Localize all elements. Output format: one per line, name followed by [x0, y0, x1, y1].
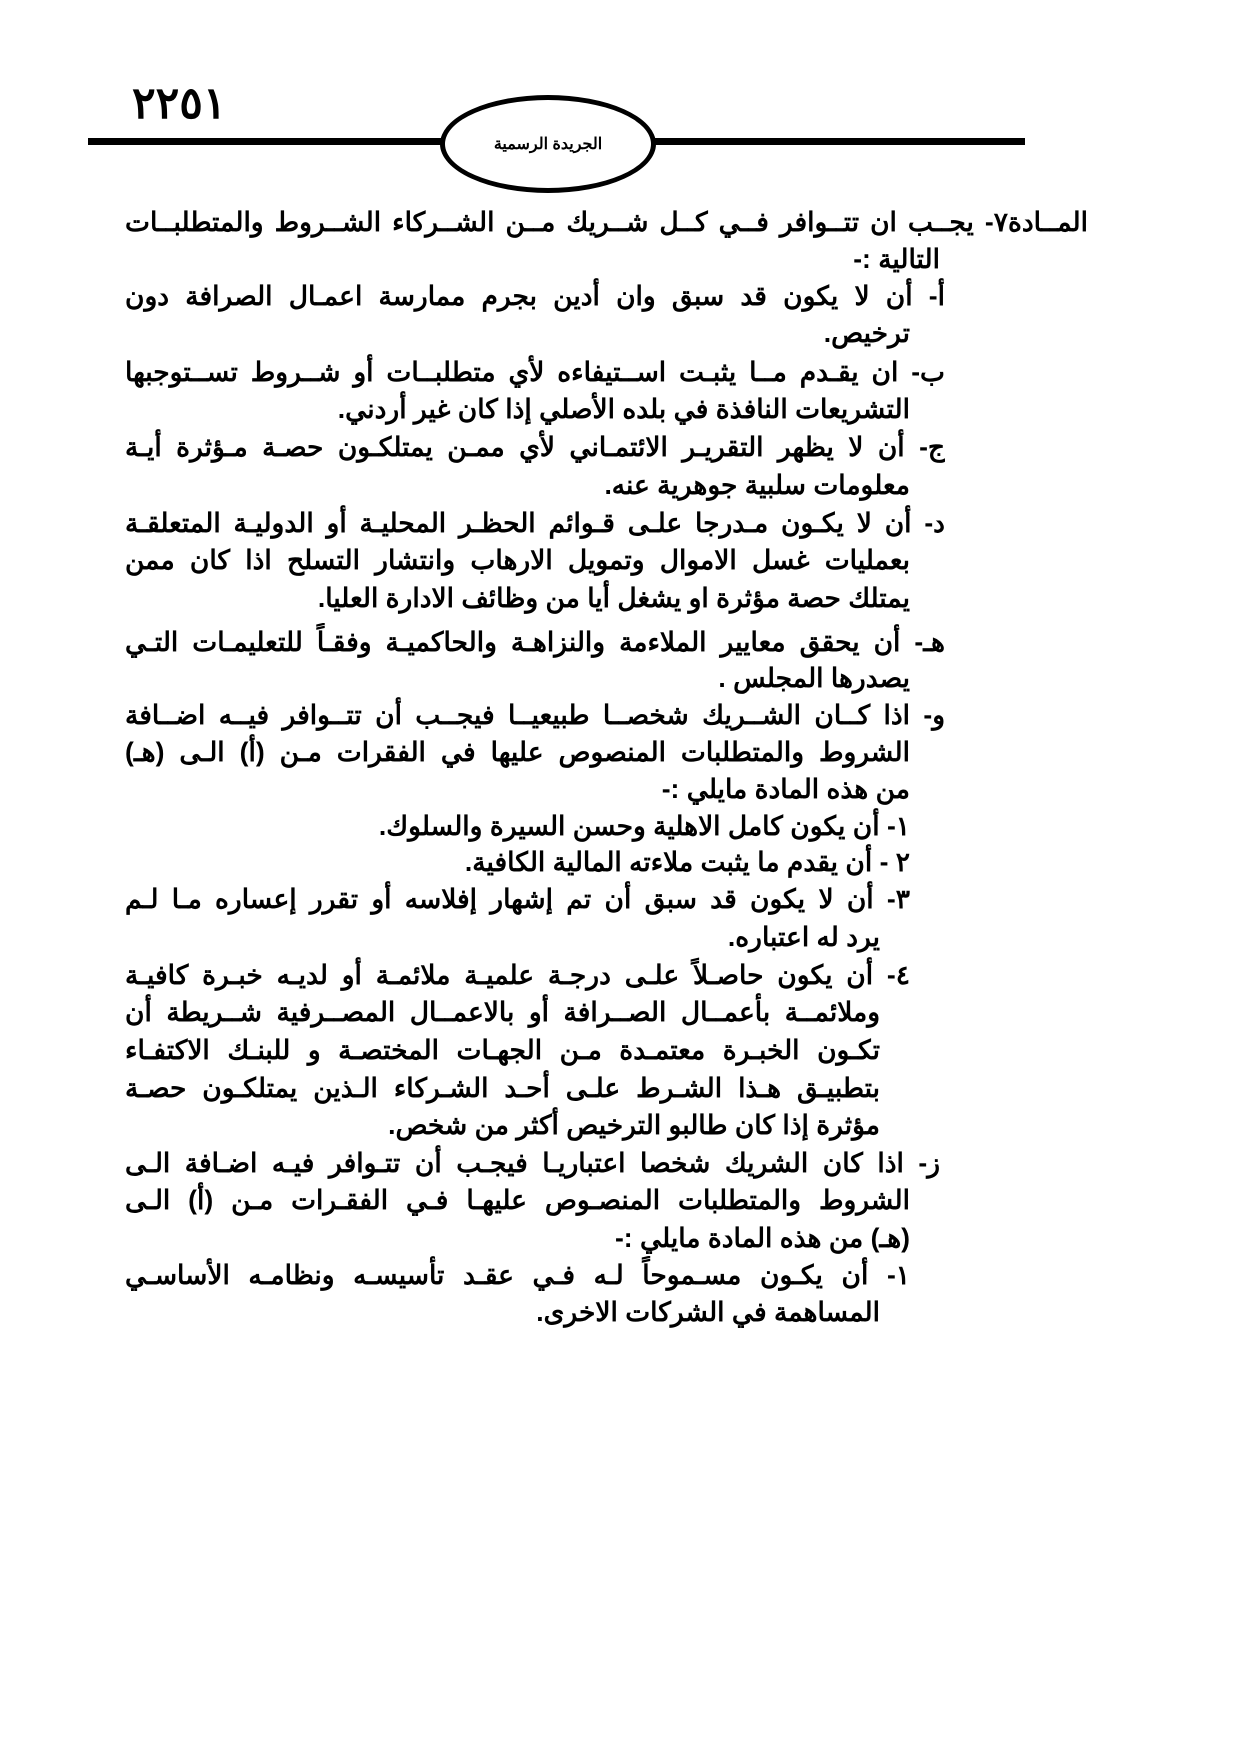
article-heading-line: المــادة٧- يجــب ان تتــوافر فــي كــل شــريك مــن الشــركاء الشــروط والمتطلبــات	[125, 207, 1088, 237]
text-line: الشروط والمتطلبات المنصوص عليها في الفقرات مـن (أ) الـى (هـ)	[125, 737, 910, 767]
text-line: بعمليات غسل الاموال وتمويل الارهاب وانتشار التسلح اذا كان ممن	[125, 545, 910, 575]
subclause-g1: ١- أن يكـون مسـموحاً لـه فـي عقـد تأسيسـه ونظامـه الأساسـي	[125, 1260, 910, 1290]
subclause-f4: ٤- أن يكون حاصـلاً علـى درجـة علميـة ملائمـة أو لديـه خبـرة كافيـة	[125, 960, 910, 990]
clause-b: ب- ان يقـدم مــا يثبـت اســتيفاءه لأي متطلبــات أو شــروط تســتوجبها	[125, 357, 945, 387]
subclause-f3: ٣- أن لا يكون قد سبق أن تم إشهار إفلاسه أو تقرر إعساره مـا لـم	[125, 884, 910, 914]
clause-d: د- أن لا يكـون مـدرجا علـى قـوائم الحظـر المحليـة أو الدوليـة المتعلقـة	[125, 508, 945, 538]
clause-e: هـ- أن يحقق معايير الملاءمة والنزاهـة والحاكميـة وفقـاً للتعليمـات التـي	[125, 627, 945, 657]
text-line: تكـون الخبـرة معتمـدة مـن الجهـات المختصـة و للبنـك الاكتفـاء	[125, 1035, 880, 1065]
text-line: وملائمــة بأعمــال الصــرافة أو بالاعمــال المصــرفية شــريطة أن	[125, 997, 880, 1027]
gazette-title-oval	[440, 95, 656, 193]
subclause-f1: ١- أن يكون كامل الاهلية وحسن السيرة والسلوك.	[378, 811, 910, 841]
clause-c: ج- أن لا يظهر التقريـر الائتمـاني لأي ممـن يمتلكـون حصـة مـؤثرة أيـة	[125, 432, 945, 462]
text-line: يصدرها المجلس .	[718, 663, 910, 693]
text-line: التشريعات النافذة في بلده الأصلي إذا كان غير أردني.	[337, 394, 910, 424]
clause-a: أ- أن لا يكون قد سبق وان أدين بجرم ممارسة اعمـال الصرافة دون	[125, 281, 945, 311]
text-line: يرد له اعتباره.	[727, 922, 880, 952]
text-line: بتطبيـق هـذا الشـرط علـى أحـد الشـركاء الـذين يمتلكـون حصـة	[125, 1073, 880, 1103]
text-line: من هذه المادة مايلي :-	[661, 774, 910, 804]
text-line: يمتلك حصة مؤثرة او يشغل أيا من وظائف الادارة العليا.	[317, 583, 910, 613]
text-line: المساهمة في الشركات الاخرى.	[536, 1297, 880, 1327]
text-line: الشروط والمتطلبات المنصـوص عليهـا فـي الفقـرات مـن (أ) الـى	[125, 1185, 910, 1215]
text-line: معلومات سلبية جوهرية عنه.	[604, 470, 910, 500]
clause-g: ز- اذا كان الشريك شخصا اعتباريـا فيجـب أن تتـوافر فيـه اضـافة الـى	[125, 1148, 940, 1178]
text-line: التالية :-	[853, 244, 940, 274]
subclause-f2: ٢ - أن يقدم ما يثبت ملاءته المالية الكافية.	[464, 847, 910, 877]
text-line: ترخيص.	[823, 318, 910, 348]
gazette-title: الجريدة الرسمية	[493, 136, 603, 153]
clause-f: و- اذا كــان الشــريك شخصــا طبيعيــا فيجــب أن تتــوافر فيــه اضــافة	[125, 700, 945, 730]
text-line: (هـ) من هذه المادة مايلي :-	[614, 1223, 910, 1253]
text-line: مؤثرة إذا كان طالبو الترخيص أكثر من شخص.	[388, 1110, 880, 1140]
page-number: ٢٢٥١	[132, 79, 227, 128]
